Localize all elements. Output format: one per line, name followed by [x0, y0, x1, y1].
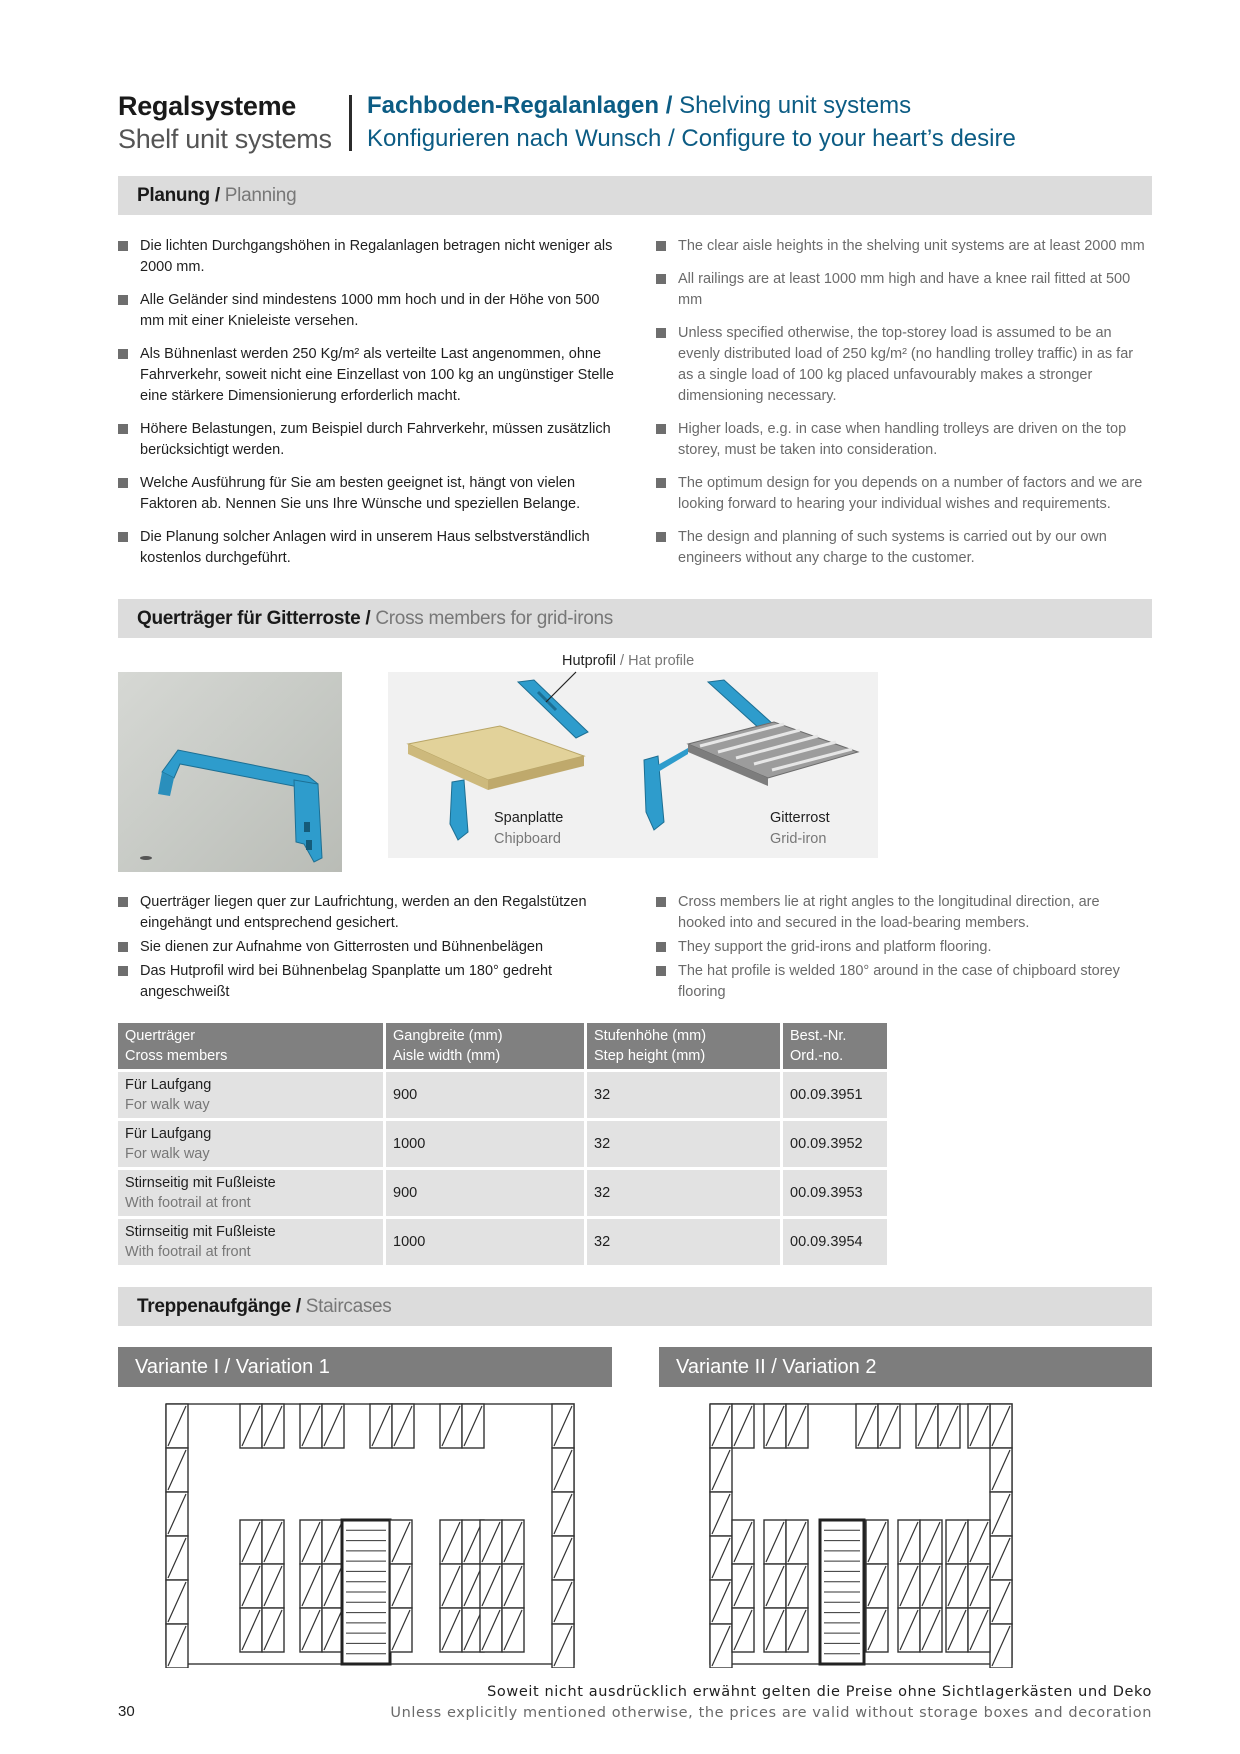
list-item: The design and planning of such systems is carried out by our own engineers without any charge to the customer.	[656, 527, 1152, 569]
table-header-en: Aisle width (mm)	[393, 1048, 501, 1064]
cross-member-photo-svg	[118, 672, 342, 872]
table-cell-name	[118, 1072, 383, 1118]
gridiron-label-de: Gitterrost	[770, 810, 830, 826]
table-cell-order: 00.09.3953	[783, 1170, 887, 1216]
row-name-de: Stirnseitig mit Fußleiste	[125, 1224, 276, 1240]
staircase-plan-variation-2	[706, 1400, 1016, 1668]
list-item: They support the grid-irons and platform flooring.	[656, 937, 1136, 958]
table-cell-name	[118, 1121, 383, 1167]
table-header-en: Step height (mm)	[594, 1048, 706, 1064]
planning-bullets-de	[118, 236, 618, 581]
footer-note-de: Soweit nicht ausdrücklich erwähnt gelten die Preise ohne Sichtlagerkästen und Deko	[487, 1684, 1152, 1700]
table-row	[118, 1170, 887, 1216]
table-row	[118, 1121, 887, 1167]
planning-heading-de: Planung	[137, 185, 210, 206]
footer-note-en: Unless explicitly mentioned otherwise, the prices are valid without storage boxes and decoration	[390, 1705, 1152, 1721]
section-title-de: Fachboden-Regalanlagen	[367, 92, 660, 119]
list-item: The optimum design for you depends on a number of factors and we are looking forward to hearing your individual wishes and requirements.	[656, 473, 1152, 515]
table-row	[118, 1219, 887, 1265]
staircase-plan-variation-1	[160, 1400, 580, 1668]
row-name-en: For walk way	[125, 1097, 210, 1113]
variation-1-bar: Variante I / Variation 1	[118, 1347, 612, 1387]
table-header-de: Querträger	[125, 1028, 196, 1044]
table-row	[118, 1072, 887, 1118]
planning-heading-bar	[118, 176, 1152, 215]
planning-heading-sep: /	[209, 185, 225, 206]
table-cell-order: 00.09.3954	[783, 1219, 887, 1265]
list-item: Höhere Belastungen, zum Beispiel durch Fahrverkehr, müssen zusätzlich berücksichtigt werden.	[118, 419, 618, 461]
list-item: Als Bühnenlast werden 250 Kg/m² als verteilte Last angenommen, ohne Fahrverkehr, soweit nicht eine Einzellast von 100 kg an ungünstiger Stelle eine stärkere Dimensionierung erforderlich macht.	[118, 344, 618, 407]
list-item: Higher loads, e.g. in case when handling trolleys are driven on the top storey, must be taken into consideration.	[656, 419, 1152, 461]
cross-members-bullets-de	[118, 892, 618, 1006]
hat-profile-label	[562, 651, 694, 672]
footer-note	[390, 1682, 1152, 1724]
list-item: The clear aisle heights in the shelving unit systems are at least 2000 mm	[656, 236, 1152, 257]
row-name-en: For walk way	[125, 1146, 210, 1162]
hat-profile-label-en: Hat profile	[628, 653, 695, 669]
page-header-right	[367, 90, 1016, 156]
cross-members-heading-de: Querträger für Gitterroste	[137, 608, 361, 629]
table-cell-order: 00.09.3952	[783, 1121, 887, 1167]
table-cell-order: 00.09.3951	[783, 1072, 887, 1118]
table-header-row	[118, 1023, 887, 1069]
table-header-cell	[118, 1023, 383, 1069]
table-header-de: Stufenhöhe (mm)	[594, 1028, 707, 1044]
page-header-left	[118, 90, 332, 156]
table-cell-width: 900	[386, 1072, 584, 1118]
staircases-heading-sep: /	[290, 1296, 306, 1317]
row-name-de: Für Laufgang	[125, 1126, 212, 1142]
list-item: The hat profile is welded 180° around in the case of chipboard storey flooring	[656, 961, 1136, 1003]
list-item: Das Hutprofil wird bei Bühnenbelag Spanplatte um 180° gedreht angeschweißt	[118, 961, 618, 1003]
section-title	[367, 90, 1016, 122]
planning-heading-en: Planning	[224, 185, 297, 206]
table-header-de: Best.-Nr.	[790, 1028, 847, 1044]
hat-profile-label-de: Hutprofil	[562, 653, 616, 669]
page-title: Regalsysteme	[118, 91, 297, 121]
list-item: Querträger liegen quer zur Laufrichtung, werden an den Regalstützen eingehängt und entsprechend gesichert.	[118, 892, 618, 934]
list-item: Alle Geländer sind mindestens 1000 mm hoch und in der Höhe von 500 mm mit einer Knieleiste versehen.	[118, 290, 618, 332]
row-name-de: Stirnseitig mit Fußleiste	[125, 1175, 276, 1191]
cross-members-table	[115, 1020, 890, 1268]
row-name-de: Für Laufgang	[125, 1077, 212, 1093]
hat-profile-pointer	[540, 670, 580, 706]
cross-members-heading-en: Cross members for grid-irons	[375, 608, 613, 629]
variation-2-bar: Variante II / Variation 2	[659, 1347, 1152, 1387]
table-header-cell	[783, 1023, 887, 1069]
cross-members-heading-sep: /	[360, 608, 376, 629]
list-item: Die Planung solcher Anlagen wird in unserem Haus selbstverständlich kostenlos durchgeführt.	[118, 527, 618, 569]
table-header-de: Gangbreite (mm)	[393, 1028, 503, 1044]
table-header-en: Ord.-no.	[790, 1048, 844, 1064]
page-subtitle: Shelf unit systems	[118, 124, 332, 154]
table-cell-step: 32	[587, 1121, 780, 1167]
table-cell-step: 32	[587, 1072, 780, 1118]
table-cell-name	[118, 1219, 383, 1265]
cross-members-bullets-en	[656, 892, 1136, 1006]
list-item: Cross members lie at right angles to the longitudinal direction, are hooked into and secured in the load-bearing members.	[656, 892, 1136, 934]
table-cell-width: 1000	[386, 1121, 584, 1167]
gridiron-label-en: Grid-iron	[770, 831, 827, 847]
section-subtitle: Konfigurieren nach Wunsch / Configure to your heart’s desire	[367, 125, 1016, 152]
page-number: 30	[118, 1703, 135, 1720]
table-header-cell	[386, 1023, 584, 1069]
table-cell-name	[118, 1170, 383, 1216]
staircases-heading-de: Treppenaufgänge	[137, 1296, 291, 1317]
header-divider	[349, 95, 352, 151]
staircases-heading-en: Staircases	[305, 1296, 392, 1317]
cross-member-photo	[118, 672, 342, 872]
table-cell-step: 32	[587, 1219, 780, 1265]
gridiron-label	[770, 808, 830, 850]
table-cell-step: 32	[587, 1170, 780, 1216]
planning-bullets-en	[656, 236, 1152, 581]
list-item: Sie dienen zur Aufnahme von Gitterrosten und Bühnenbelägen	[118, 937, 618, 958]
row-name-en: With footrail at front	[125, 1195, 251, 1211]
chipboard-label-en: Chipboard	[494, 831, 561, 847]
chipboard-label	[494, 808, 563, 850]
chipboard-label-de: Spanplatte	[494, 810, 564, 826]
table-header-en: Cross members	[125, 1048, 228, 1064]
staircases-heading-bar	[118, 1287, 1152, 1326]
row-name-en: With footrail at front	[125, 1244, 251, 1260]
list-item: Unless specified otherwise, the top-storey load is assumed to be an evenly distributed load of 250 kg/m² (no handling trolley traffic) in as far as a single load of 100 kg placed unfavourably makes a stronger dimensioning necessary.	[656, 323, 1152, 407]
list-item: Die lichten Durchgangshöhen in Regalanlagen betragen nicht weniger als 2000 mm.	[118, 236, 618, 278]
list-item: Welche Ausführung für Sie am besten geeignet ist, hängt von vielen Faktoren ab. Nennen Sie uns Ihre Wünsche und speziellen Belange.	[118, 473, 618, 515]
section-title-en: Shelving unit systems	[679, 92, 912, 119]
table-header-cell	[587, 1023, 780, 1069]
section-title-sep: /	[659, 92, 680, 119]
hat-profile-label-sep: /	[616, 653, 629, 669]
table-cell-width: 900	[386, 1170, 584, 1216]
list-item: All railings are at least 1000 mm high and have a knee rail fitted at 500 mm	[656, 269, 1152, 311]
table-cell-width: 1000	[386, 1219, 584, 1265]
cross-members-heading-bar	[118, 599, 1152, 638]
